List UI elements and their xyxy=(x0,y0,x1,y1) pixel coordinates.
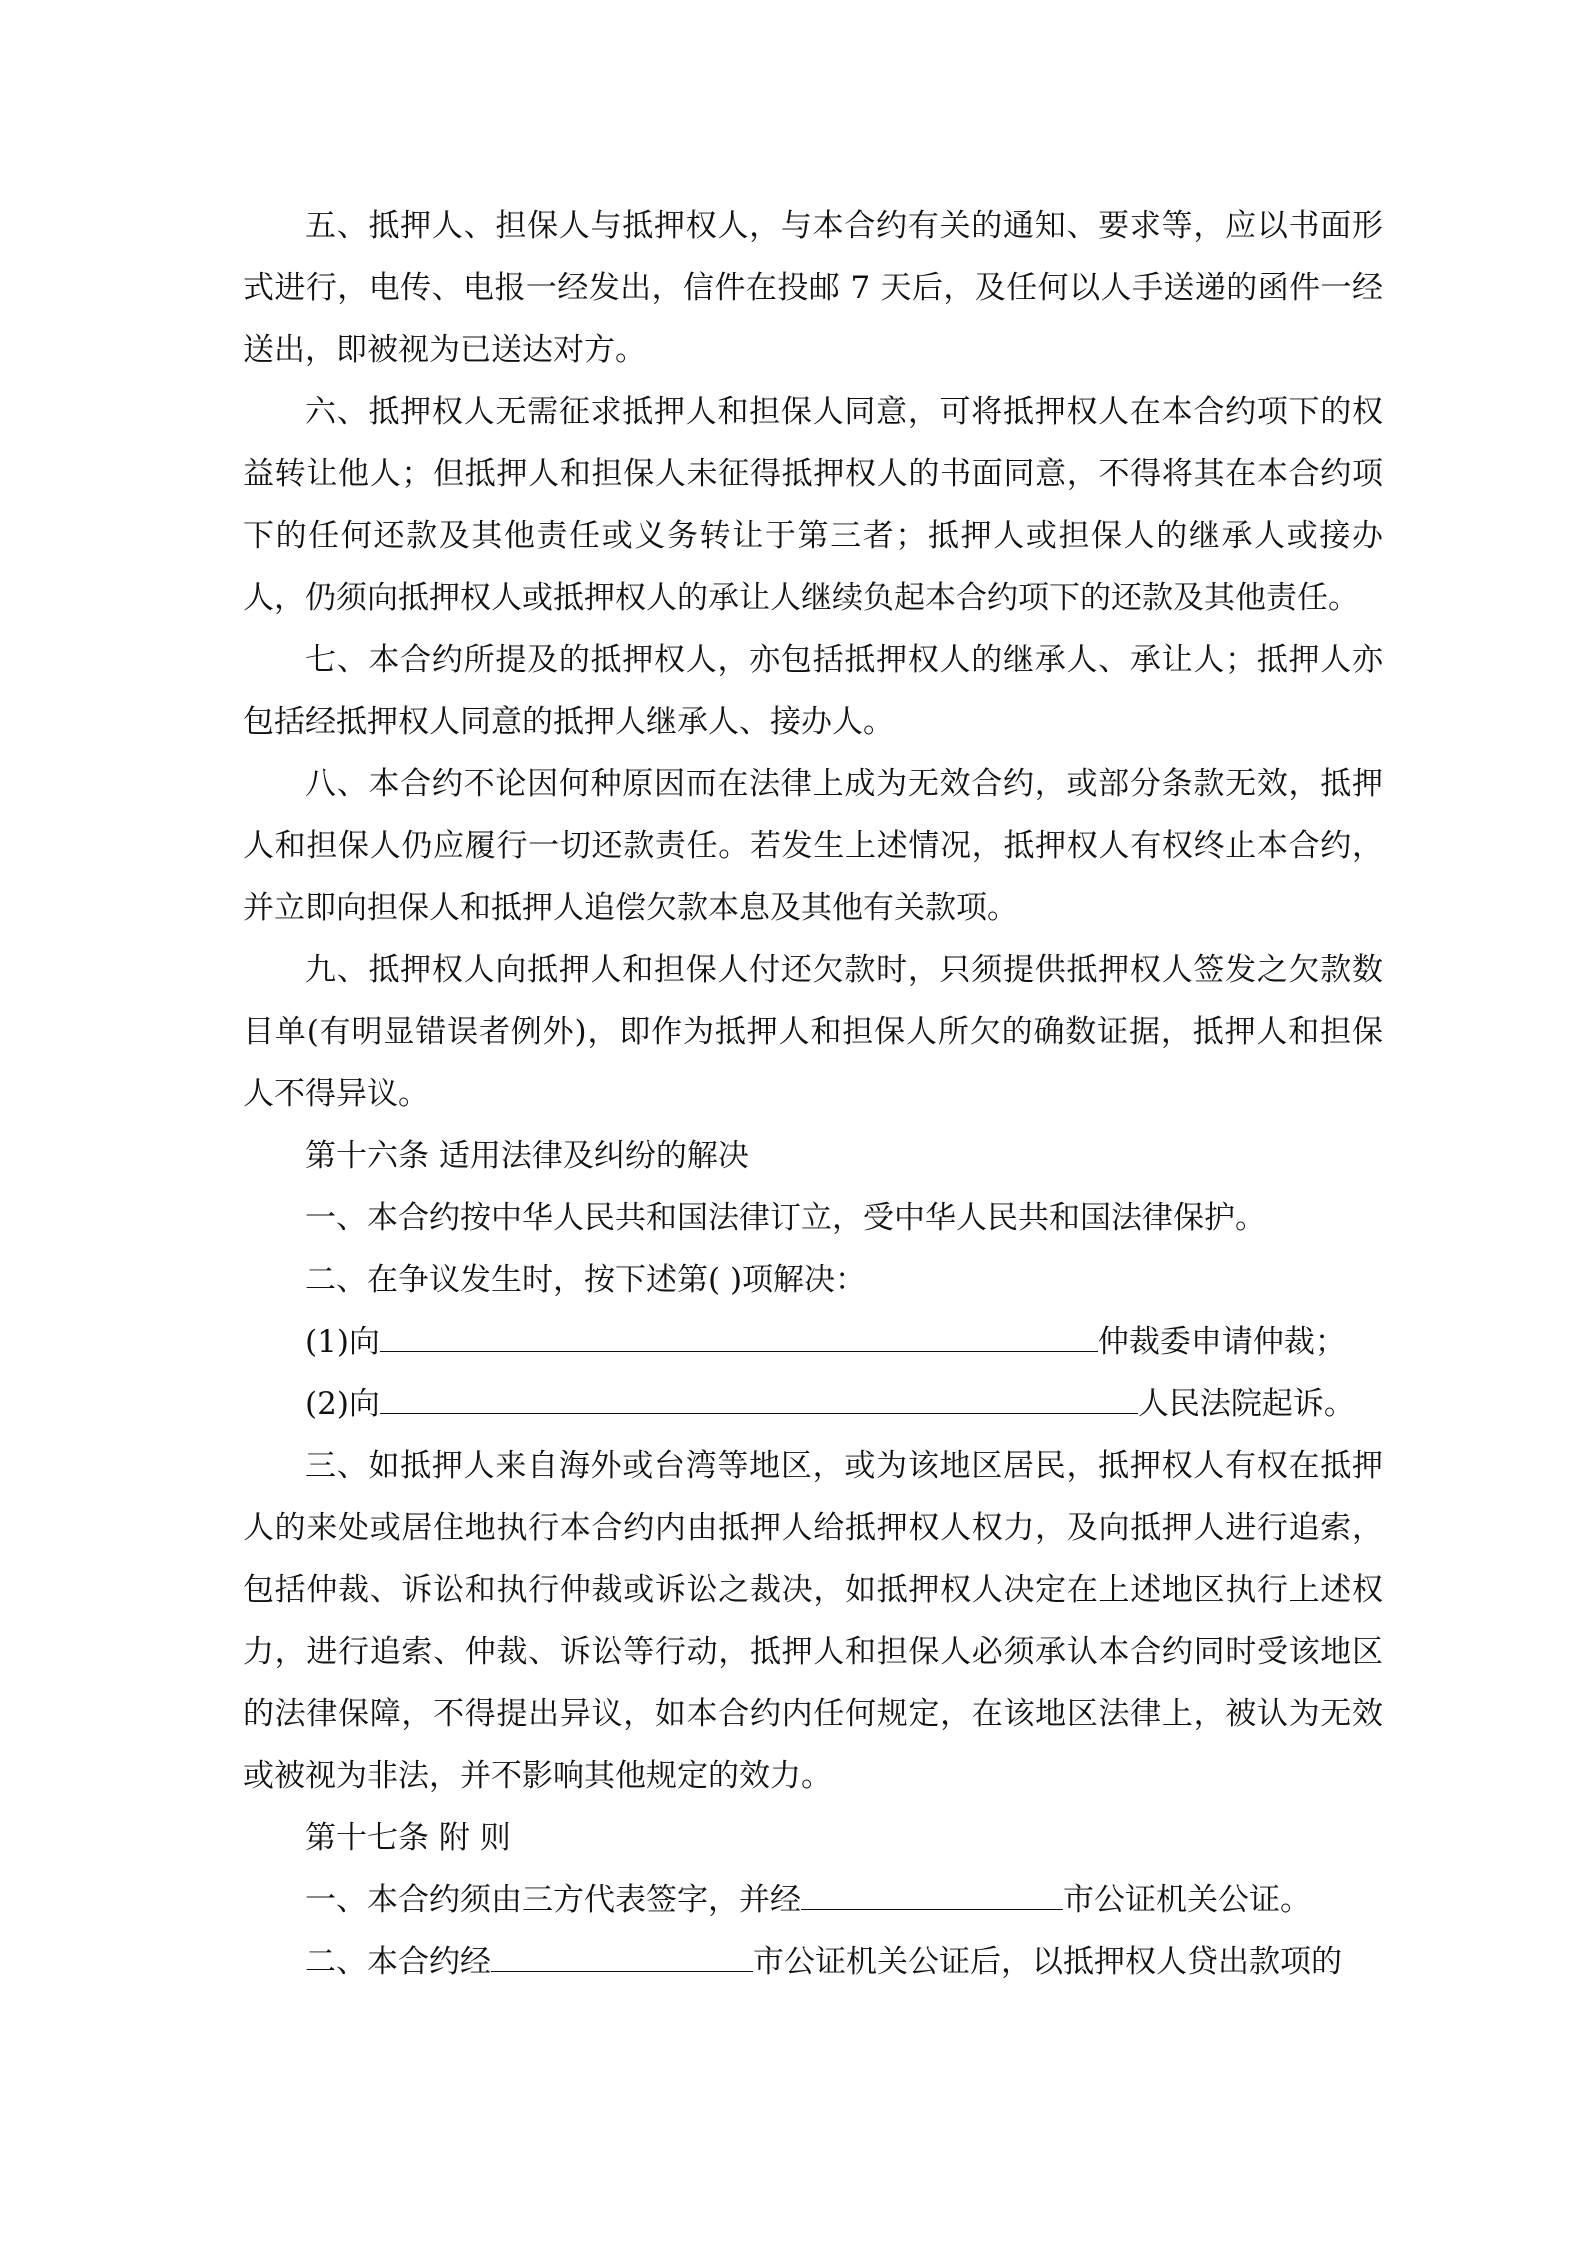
arbitration-option-line xyxy=(243,1311,1383,1373)
notarization-2-prefix: 二、本合约经 xyxy=(305,1944,491,1980)
arbitration-option-suffix: 仲裁委申请仲裁； xyxy=(1097,1324,1346,1360)
clause-5: 五、抵押人、担保人与抵押权人，与本合约有关的通知、要求等，应以书面形式进行，电传、电报一经发出，信件在投邮 7 天后，及任何以人手送递的函件一经送出，即被视为已送达对方。 xyxy=(243,208,1383,368)
clause-8: 八、本合约不论因何种原因而在法律上成为无效合约，或部分条款无效，抵押人和担保人仍应履行一切还款责任。若发生上述情况，抵押权人有权终止本合约，并立即向担保人和抵押人追偿欠款本息及其他有关款项。 xyxy=(243,766,1383,926)
notarization-1-prefix: 一、本合约须由三方代表签字，并经 xyxy=(305,1882,801,1918)
clause-9: 九、抵押权人向抵押人和担保人付还欠款时，只须提供抵押权人签发之欠款数目单(有明显错误者例外)，即作为抵押人和担保人所欠的确数证据，抵押人和担保人不得异议。 xyxy=(243,952,1383,1112)
court-option-line xyxy=(243,1373,1383,1435)
notary-city-blank-2[interactable] xyxy=(491,1931,753,1972)
article-16-title: 第十六条 适用法律及纠纷的解决 xyxy=(305,1138,749,1174)
article-16-item-2: 二、在争议发生时，按下述第( )项解决： xyxy=(305,1262,867,1298)
court-option-prefix: (2)向 xyxy=(305,1386,380,1422)
notarization-line-1 xyxy=(243,1869,1383,1931)
article-16-item-1: 一、本合约按中华人民共和国法律订立，受中华人民共和国法律保护。 xyxy=(305,1200,1266,1236)
article-16-item-3: 三、如抵押人来自海外或台湾等地区，或为该地区居民，抵押权人有权在抵押人的来处或居住地执行本合约内由抵押人给抵押权人权力，及向抵押人进行追索，包括仲裁、诉讼和执行仲裁或诉讼之裁决，如抵押权人决定在上述地区执行上述权力，进行追索、仲裁、诉讼等行动，抵押人和担保人必须承认本合约同时受该地区的法律保障，不得提出异议，如本合约内任何规定，在该地区法律上，被认为无效或被视为非法，并不影响其他规定的效力。 xyxy=(243,1448,1383,1794)
arbitration-commission-blank[interactable] xyxy=(380,1311,1098,1352)
document-page xyxy=(243,195,1383,1993)
arbitration-option-prefix: (1)向 xyxy=(305,1324,380,1360)
notary-city-blank-1[interactable] xyxy=(801,1869,1063,1910)
notarization-1-suffix: 市公证机关公证。 xyxy=(1063,1882,1311,1918)
notarization-line-2 xyxy=(243,1931,1383,1993)
clause-7: 七、本合约所提及的抵押权人，亦包括抵押权人的继承人、承让人；抵押人亦包括经抵押权人同意的抵押人继承人、接办人。 xyxy=(243,642,1383,740)
notarization-2-suffix: 市公证机关公证后，以抵押权人贷出款项的 xyxy=(753,1944,1342,1980)
clause-6: 六、抵押权人无需征求抵押人和担保人同意，可将抵押权人在本合约项下的权益转让他人；但抵押人和担保人未征得抵押权人的书面同意，不得将其在本合约项下的任何还款及其他责任或义务转让于第三者；抵押人或担保人的继承人或接办人，仍须向抵押权人或抵押权人的承让人继续负起本合约项下的还款及其他责任。 xyxy=(243,394,1383,616)
court-name-blank[interactable] xyxy=(380,1373,1138,1414)
court-option-suffix: 人民法院起诉。 xyxy=(1137,1386,1355,1422)
article-17-title: 第十七条 附 则 xyxy=(305,1820,511,1856)
